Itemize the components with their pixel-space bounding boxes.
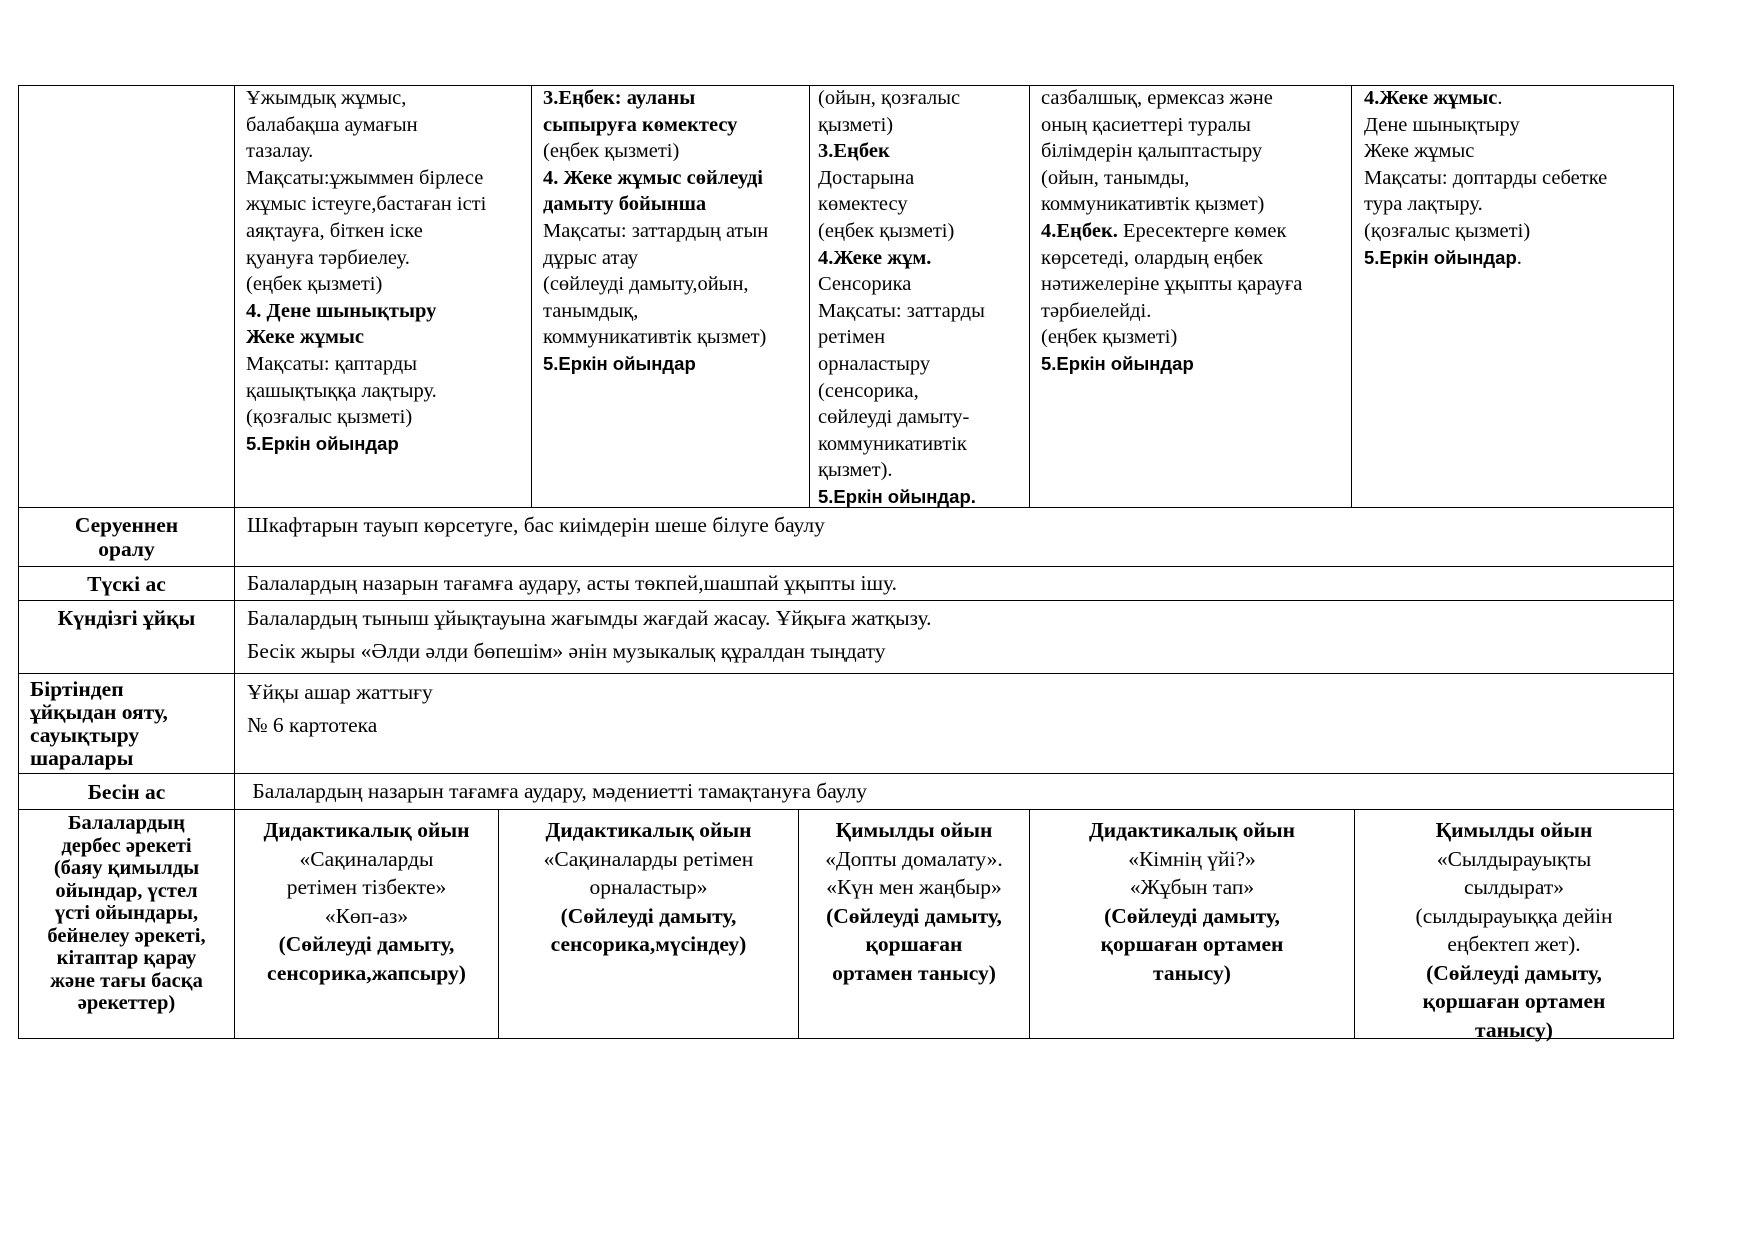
cell-run: . — [1516, 246, 1522, 269]
cell-line: Ұжымдық жұмыс, — [246, 87, 407, 109]
cell-line: қоршаған ортамен — [1422, 989, 1606, 1013]
row-label-snack — [19, 780, 234, 804]
cell-line: Қимылды ойын — [835, 818, 993, 842]
cell-line: Мақсаты: қаптарды — [246, 352, 418, 375]
cell-line — [1355, 816, 1673, 845]
row-label-lunch — [19, 572, 234, 596]
cell-line: сенсорика,жапсыру) — [267, 960, 466, 985]
cell-line: «Сылдырауықты — [1436, 846, 1592, 871]
cell-line: (Сөйлеуді дамыту, — [1426, 960, 1602, 985]
cell-bold-run: 4.Еңбек. — [1041, 219, 1118, 242]
cell-line: 4. Жеке жұмыс сөйлеуді — [543, 166, 763, 189]
label-line: ойындар, үстел — [55, 879, 198, 902]
activity-cell-2 — [499, 816, 798, 959]
cell-line: «Көп-аз» — [324, 903, 409, 928]
work-cell-2 — [543, 85, 768, 378]
cell-line: қашықтыққа лақтыру. — [246, 379, 437, 402]
cell-line: тәрбиелейді. — [1041, 299, 1152, 322]
cell-line: Жеке жұмыс — [246, 326, 365, 349]
cell-line: Дидактикалық ойын — [1088, 818, 1296, 842]
label-line: Түскі ас — [87, 572, 166, 596]
cell-line: сенсорика,мүсіндеу) — [550, 932, 747, 956]
work-cell-4 — [1041, 85, 1302, 378]
grid-line — [531, 85, 532, 508]
row-line: Балалардың тыныш ұйықтауына жағымды жағдай жасау. Ұйқыға жатқызу. — [247, 606, 932, 630]
cell-bold-run: 5.Еркін ойындар — [1364, 246, 1517, 268]
row-line: Ұйқы ашар жаттығу — [247, 680, 433, 704]
cell-line: сылдырат» — [1464, 875, 1564, 899]
cell-line: (Сөйлеуді дамыту, — [560, 903, 737, 928]
cell-line: дамыту бойынша — [543, 193, 707, 216]
activity-cell-5 — [1355, 816, 1673, 1044]
cell-line: 5.Еркін ойындар — [1041, 352, 1194, 374]
cell-line: ретімен тізбекте» — [286, 875, 447, 899]
cell-line: «Сақиналарды ретімен — [543, 846, 754, 871]
label-line: шаралары — [30, 746, 134, 770]
cell-line: Достарына — [818, 166, 915, 189]
cell-line: Сенсорика — [818, 273, 912, 296]
label-line: сауықтыру — [30, 723, 140, 747]
cell-line: (еңбек қызметі) — [246, 273, 383, 296]
cell-line — [1364, 245, 1607, 272]
cell-line: (Сөйлеуді дамыту, — [1104, 903, 1280, 928]
label-line: үсті ойындары, — [54, 902, 199, 924]
cell-line: (ойын, танымды, — [1041, 166, 1190, 189]
cell-bold-run: 4.Жеке жұмыс — [1364, 87, 1498, 109]
cell-line: ретімен — [818, 326, 886, 349]
label-line: әрекеттер) — [77, 992, 176, 1014]
cell-line: сазбалшық, ермексаз және — [1041, 87, 1273, 109]
label-line: Бесін ас — [87, 780, 166, 804]
cell-line: жұмыс істеуге,бастаған істі — [246, 193, 487, 216]
label-line: ұйқыдан ояту, — [30, 700, 168, 724]
cell-line: тазалау. — [246, 140, 314, 163]
cell-line: 5.Еркін ойындар — [543, 352, 696, 374]
cell-line: Жеке жұмыс — [1364, 140, 1475, 163]
grid-line — [1029, 85, 1030, 508]
row-text-lunch — [247, 567, 897, 600]
label-line: (баяу қимылды — [53, 857, 200, 879]
row-label-activity — [19, 812, 234, 1015]
cell-line: балабақша аумағын — [246, 113, 418, 136]
cell-line: (сенсорика, — [818, 379, 919, 402]
label-line: Күндізгі ұйқы — [57, 606, 196, 630]
cell-line: қуануға тәрбиелеу. — [246, 246, 410, 269]
cell-line: (Сөйлеуді дамыту, — [826, 903, 1002, 928]
cell-line: сөйлеуді дамыту- — [818, 406, 970, 429]
cell-line: (қозғалыс қызметі) — [246, 406, 413, 429]
cell-line: Мақсаты: заттарды — [818, 299, 985, 322]
activity-cell-1 — [235, 816, 498, 987]
cell-line: Дидактикалық ойын — [263, 818, 470, 842]
cell-line: қоршаған — [865, 932, 963, 956]
cell-line: 5.Еркін ойындар. — [818, 485, 976, 507]
cell-line: (сылдырауыққа дейін — [1415, 903, 1613, 928]
work-cell-5 — [1364, 85, 1607, 271]
grid-line — [18, 773, 1674, 774]
cell-line: 3.Еңбек: ауланы — [543, 87, 696, 109]
cell-line: еңбектеп жет). — [1447, 932, 1581, 956]
cell-line: (сөйлеуді дамыту,ойын, — [543, 273, 749, 296]
cell-line: «Күн мен жаңбыр» — [826, 875, 1002, 899]
cell-line: (еңбек қызметі) — [543, 140, 680, 163]
cell-line: 4. Дене шынықтыру — [246, 299, 437, 322]
cell-line: танысу) — [1153, 960, 1231, 985]
row-label-sleep — [19, 606, 234, 630]
row-text-snack — [247, 775, 867, 808]
cell-line: (еңбек қызметі) — [818, 219, 955, 242]
cell-line: оның қасиеттері туралы — [1041, 113, 1251, 136]
label-line: Балалардың — [68, 812, 185, 834]
row-label-wake — [30, 678, 230, 770]
row-line: Шкафтарын тауып көрсетуге, бас киімдерін шеше білуге баулу — [247, 513, 825, 537]
grid-line — [1673, 85, 1674, 1039]
cell-line: сыпыруға көмектесу — [543, 113, 738, 136]
cell-line: тура лақтыру. — [1364, 193, 1483, 216]
label-line: бейнелеу әрекеті, — [47, 924, 206, 947]
cell-line — [1364, 85, 1607, 112]
grid-line — [1351, 85, 1352, 508]
cell-line: 3.Еңбек — [818, 140, 890, 163]
cell-line: 4.Жеке жұм. — [818, 246, 932, 269]
cell-run: Ересектерге көмек — [1117, 219, 1287, 242]
cell-bold-run: Қимылды — [1435, 818, 1535, 842]
cell-line: (еңбек қызметі) — [1041, 326, 1178, 349]
cell-line: «Кімнің үйі?» — [1128, 846, 1256, 871]
cell-line: орналастыру — [818, 352, 931, 375]
cell-line: 5.Еркін ойындар — [246, 432, 399, 454]
cell-line: Мақсаты: заттардың атын — [543, 219, 769, 242]
cell-line: танымдық, — [543, 299, 639, 322]
cell-line: көрсетеді, олардың еңбек — [1041, 246, 1263, 269]
row-text-return — [247, 509, 825, 542]
cell-run: ойын — [1534, 818, 1593, 842]
cell-line: қызмет). — [818, 459, 893, 482]
cell-line: «Жұбын тап» — [1129, 875, 1255, 899]
cell-line: орналастыр» — [589, 875, 708, 899]
cell-line — [1041, 218, 1302, 245]
label-line: кітаптар қарау — [56, 947, 197, 969]
row-text-sleep — [247, 602, 932, 668]
grid-line — [18, 673, 1674, 674]
grid-line — [809, 85, 810, 508]
cell-line: нәтижелеріне ұқыпты қарауға — [1041, 273, 1303, 296]
cell-line: қоршаған ортамен — [1100, 932, 1284, 956]
label-line: Серуеннен — [74, 513, 179, 537]
cell-line: көмектесу — [818, 193, 908, 216]
row-line: Балалардың назарын тағамға аудару, мәдениетті тамақтануға баулу — [247, 779, 867, 803]
cell-line: Мақсаты: доптарды себетке — [1364, 166, 1608, 189]
cell-line: коммуникативтік қызмет) — [543, 326, 767, 349]
cell-line: (Сөйлеуді дамыту, — [278, 932, 455, 956]
cell-line: коммуникативтік — [818, 432, 967, 455]
activity-cell-3 — [799, 816, 1029, 987]
cell-line: қызметі) — [818, 113, 894, 136]
row-text-wake — [247, 676, 433, 742]
label-line: Біртіндеп — [30, 677, 124, 701]
cell-line: дұрыс атау — [543, 246, 639, 269]
cell-line: (ойын, қозғалыс — [818, 87, 961, 109]
cell-run: . — [1497, 87, 1503, 109]
row-label-return — [19, 513, 234, 561]
cell-line: білімдерін қалыптастыру — [1041, 140, 1263, 163]
row-line: Балалардың назарын тағамға аудару, асты төкпей,шашпай ұқыпты ішу. — [247, 571, 898, 595]
row-line: № 6 картотека — [247, 713, 378, 737]
label-line: және тағы басқа — [50, 969, 203, 992]
cell-line: коммуникативтік қызмет) — [1041, 193, 1265, 216]
cell-line: Мақсаты:ұжыммен бірлесе — [246, 166, 484, 189]
label-line: оралу — [98, 537, 155, 561]
cell-line: аяқтауға, біткен іске — [246, 219, 423, 242]
row-line: Бесік жыры «Әлди әлди бөпешім» әнін музыкалық құралдан тыңдату — [247, 639, 886, 663]
cell-line: «Допты домалату». — [825, 846, 1003, 871]
grid-line — [18, 809, 1674, 810]
work-cell-3 — [818, 85, 985, 511]
label-line: дербес әрекеті — [61, 834, 192, 857]
cell-line: Дидактикалық ойын — [545, 818, 752, 842]
cell-line: (қозғалыс қызметі) — [1364, 219, 1531, 242]
work-cell-1 — [246, 85, 486, 457]
grid-line — [18, 600, 1674, 601]
cell-line: танысу) — [1475, 1017, 1553, 1042]
cell-line: ортамен танысу) — [832, 960, 996, 985]
activity-cell-4 — [1030, 816, 1354, 987]
cell-line: Дене шынықтыру — [1364, 113, 1520, 136]
cell-line: «Сақиналарды — [299, 846, 434, 871]
